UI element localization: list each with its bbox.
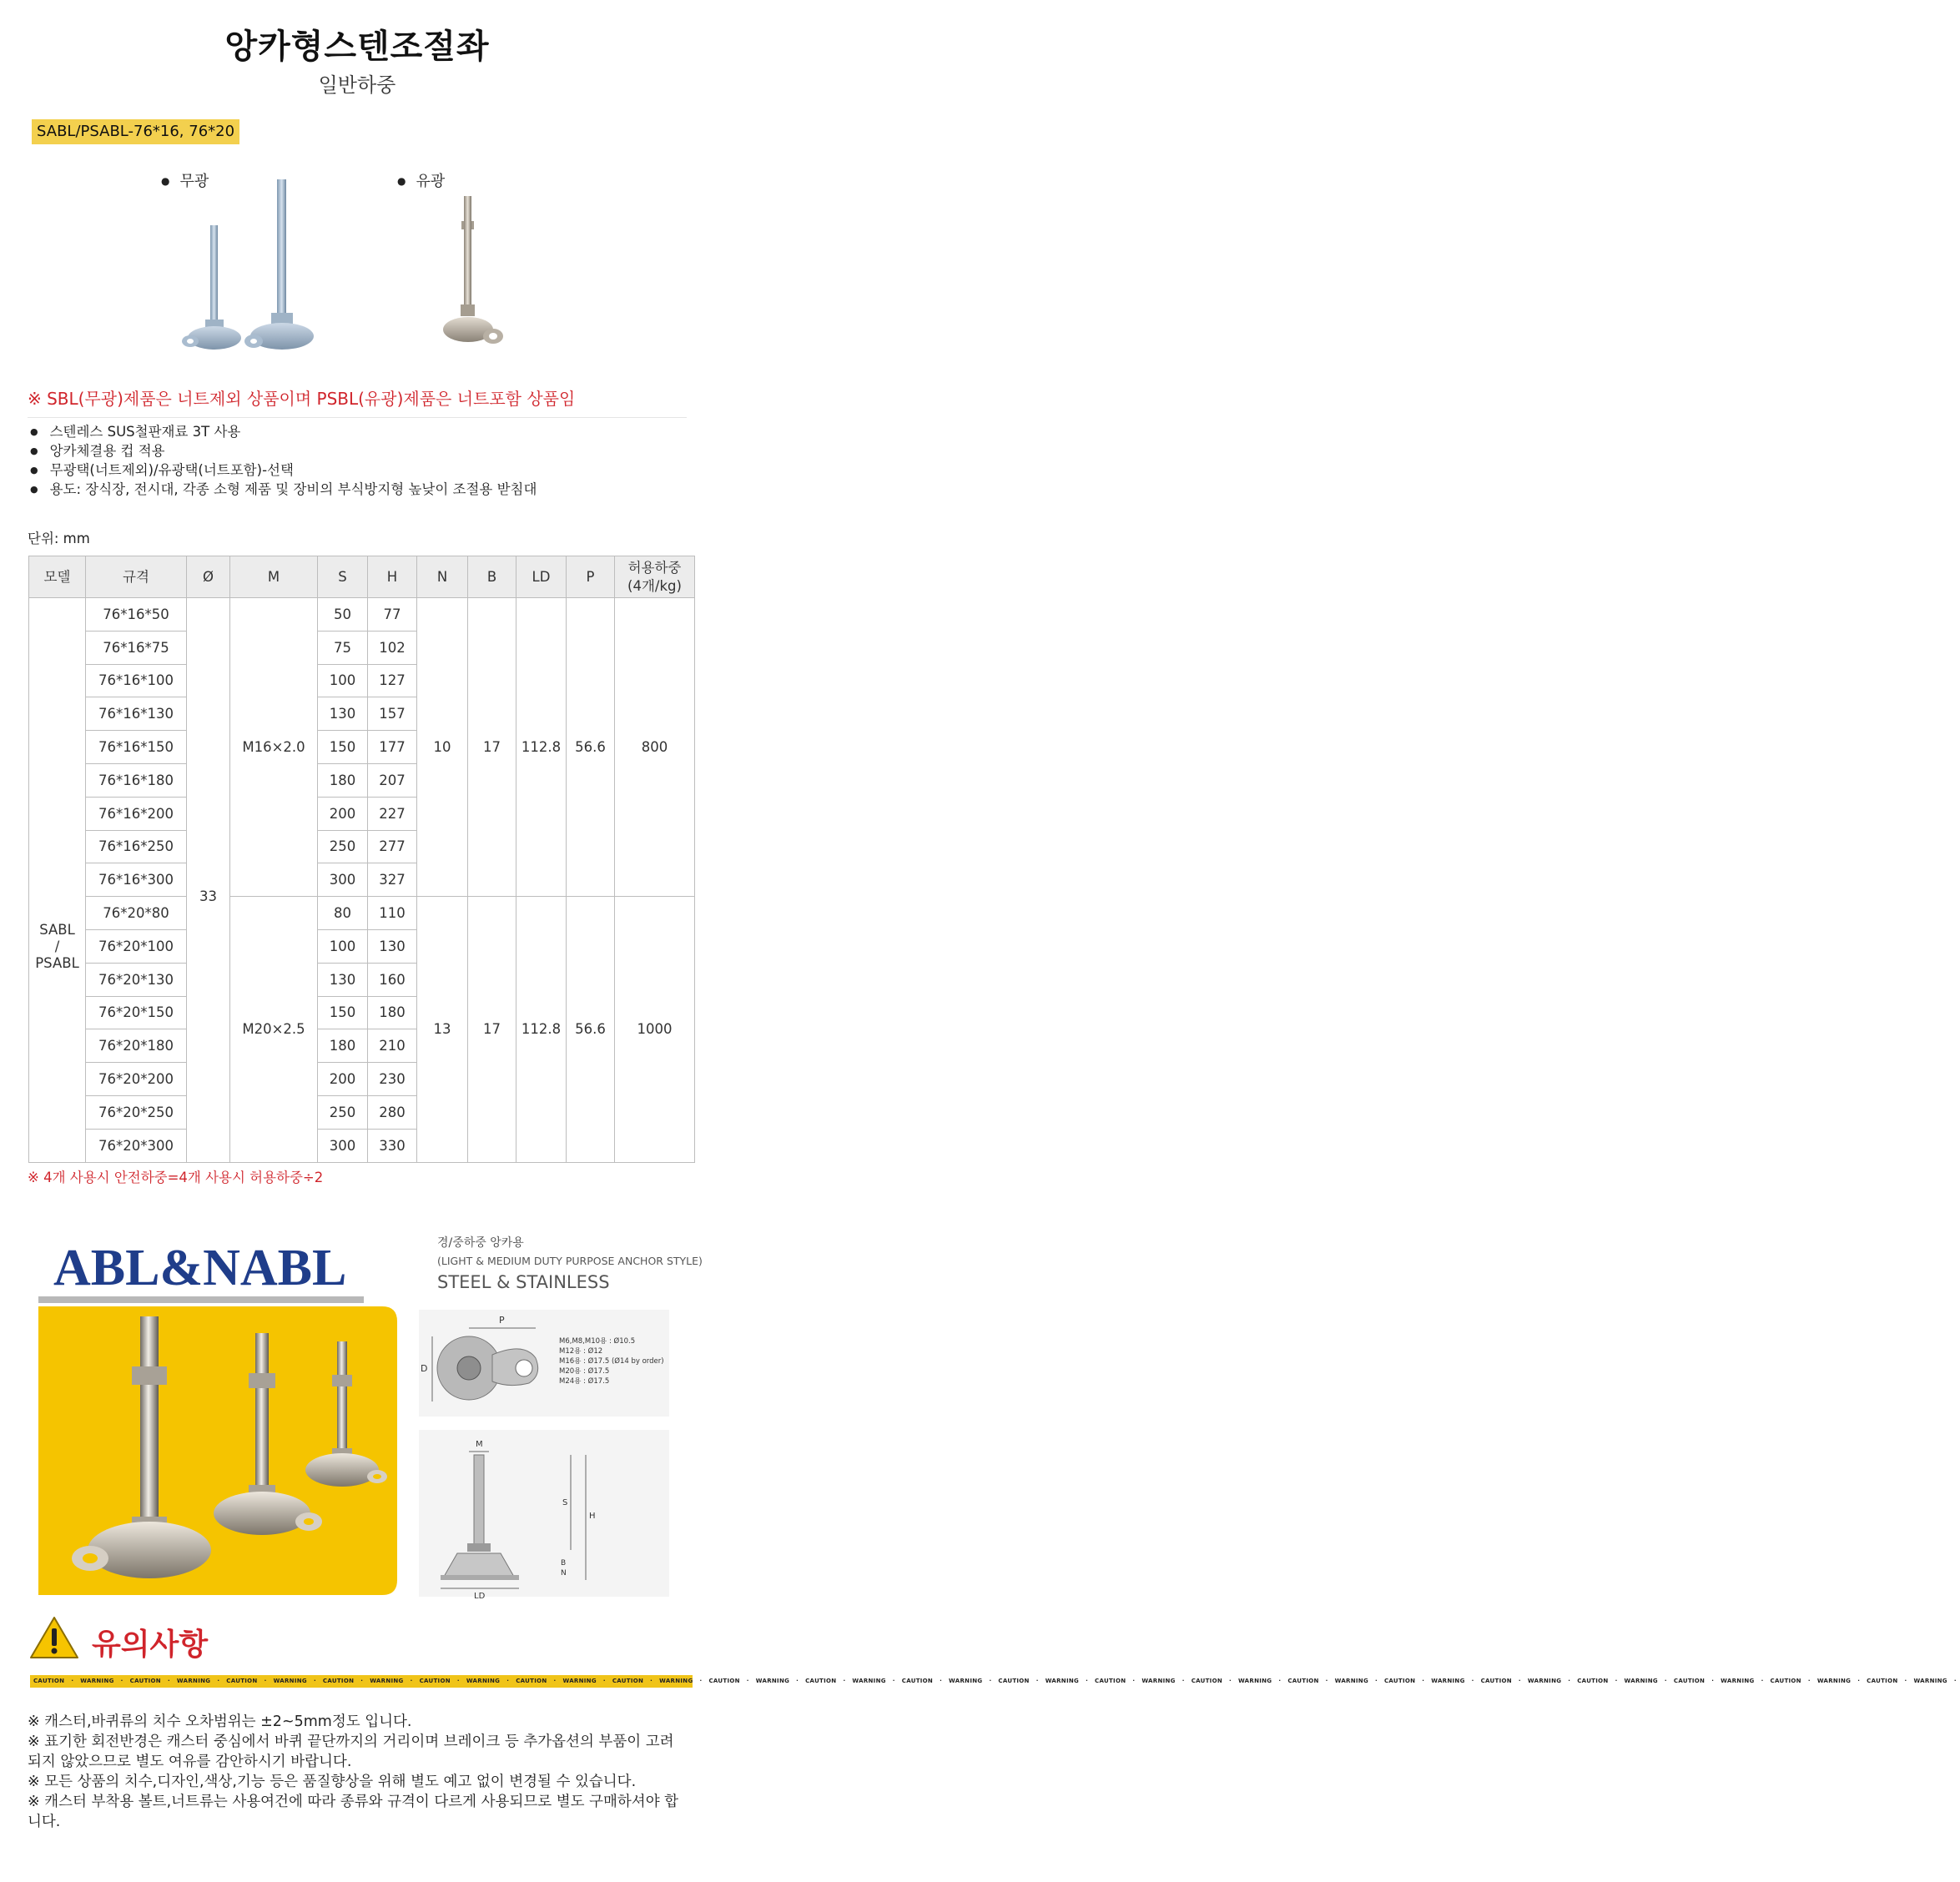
bolt-spec: M12용 : Ø12 [559,1347,603,1356]
spec-table [28,556,695,1163]
cell-h: 130 [368,929,417,963]
dim-n: N [561,1569,567,1578]
cell-spec: 76*16*200 [86,797,187,830]
caution-strip-word: CAUTION [1191,1678,1222,1684]
cell-spec: 76*16*50 [86,598,187,632]
caution-strip-separator: · [940,1678,943,1684]
cell-spec: 76*16*300 [86,863,187,897]
caution-strip-separator: · [1278,1678,1282,1684]
cell-n: 10 [417,598,468,897]
caution-strip-separator: · [313,1678,316,1684]
feature-item: ● 스텐레스 SUS철판재료 3T 사용 [30,422,537,441]
caution-strip-word: CAUTION [1095,1678,1126,1684]
header-s: S [318,556,368,598]
dim-p: P [499,1315,505,1326]
header-h: H [368,556,417,598]
cell-s: 130 [318,963,368,996]
caution-strip-separator: · [746,1678,749,1684]
caution-strip-separator: · [1904,1678,1907,1684]
safety-load-note: ※ 4개 사용시 안전하중=4개 사용시 허용하중÷2 [28,1170,324,1185]
caution-note: ※ 캐스터 부착용 볼트,너트류는 사용여건에 따라 종류와 규격이 다르게 사용되므로 별도 구매하셔야 합니다. [28,1794,679,1830]
caution-strip-separator: · [1761,1678,1764,1684]
caution-strip-word: CAUTION [1577,1678,1609,1684]
cell-model: SABL / PSABL [29,598,86,1163]
caution-notes [28,1712,687,1832]
catalog-image [32,1216,703,1607]
cell-h: 110 [368,897,417,930]
bolt-spec: M6,M8,M10용 : Ø10.5 [559,1337,636,1346]
cell-b: 17 [468,598,516,897]
caution-strip-separator: · [1807,1678,1811,1684]
caution-strip-separator: · [1953,1678,1957,1684]
cell-h: 280 [368,1095,417,1129]
cell-h: 277 [368,830,417,863]
cell-spec: 76*16*150 [86,731,187,764]
nut-notice: ※ SBL(무광)제품은 너트제외 상품이며 PSBL(유광)제품은 너트포함 상품임 [28,389,576,409]
cell-spec: 76*16*250 [86,830,187,863]
gloss-label: ● 유광 [397,169,445,191]
dim-d: D [421,1363,428,1374]
caution-strip-separator: · [410,1678,413,1684]
cell-spec: 76*20*300 [86,1129,187,1162]
header-spec: 규격 [86,556,187,598]
cell-s: 180 [318,763,368,797]
caution-strip-separator: · [456,1678,460,1684]
caution-strip-word: WARNING [273,1678,307,1684]
caution-strip-word: CAUTION [129,1678,161,1684]
caution-strip-word: WARNING [1334,1678,1368,1684]
caution-strip-separator: · [602,1678,606,1684]
caution-strip-word: WARNING [1816,1678,1852,1684]
feature-item: ● 용도: 장식장, 전시대, 각종 소형 제품 및 장비의 부식방지형 높낮이 조절용 받침대 [30,480,537,499]
caution-strip-separator: · [264,1678,267,1684]
caution-strip-separator: · [1035,1678,1039,1684]
cell-s: 50 [318,598,368,632]
cell-p: 56.6 [567,598,615,897]
caution-strip-separator: · [989,1678,992,1684]
cell-spec: 76*20*150 [86,996,187,1029]
bolt-spec: M24용 : Ø17.5 [559,1377,610,1386]
caution-title: 유의사항 [92,1628,209,1662]
cell-s: 300 [318,1129,368,1162]
caution-strip-word: WARNING [1431,1678,1465,1684]
cell-n: 13 [417,897,468,1162]
cell-h: 207 [368,763,417,797]
header-n: N [417,556,468,598]
catalog-brand: ABL&NABL [53,1240,347,1296]
cell-s: 100 [318,664,368,697]
catalog-en-subtitle: (LIGHT & MEDIUM DUTY PURPOSE ANCHOR STYLE) [437,1255,703,1267]
cell-h: 230 [368,1063,417,1096]
caution-strip-separator: · [1664,1678,1667,1684]
caution-strip-separator: · [1325,1678,1328,1684]
caution-strip-separator: · [699,1678,703,1684]
caution-strip-word: WARNING [466,1678,501,1684]
caution-strip-word: CAUTION [1383,1678,1416,1684]
caution-strip-word: CAUTION [901,1678,934,1684]
caution-strip-word: WARNING [852,1678,886,1684]
caution-strip-word: WARNING [562,1678,597,1684]
page-title: 앙카형스텐조절좌 [224,28,490,66]
cell-p: 56.6 [567,897,615,1162]
caution-strip-separator: · [120,1678,123,1684]
cell-s: 150 [318,731,368,764]
cell-s: 250 [318,830,368,863]
caution-strip-separator: · [217,1678,220,1684]
cell-h: 177 [368,731,417,764]
cell-spec: 76*20*250 [86,1095,187,1129]
cell-ld: 112.8 [516,598,567,897]
dim-b: B [561,1559,567,1567]
cell-h: 180 [368,996,417,1029]
cell-spec: 76*16*75 [86,631,187,664]
caution-strip-word: CAUTION [1673,1678,1706,1684]
matte-product-photo [175,179,342,363]
caution-strip-word: WARNING [1913,1678,1947,1684]
cell-m: M16×2.0 [230,598,318,897]
caution-strip-word: CAUTION [1867,1678,1898,1684]
caution-strip-word: CAUTION [998,1678,1030,1684]
caution-strip-word: CAUTION [708,1678,740,1684]
bolt-spec: M16용 : Ø17.5 (Ø14 by order) [559,1357,664,1366]
caution-strip-separator: · [843,1678,846,1684]
cell-h: 210 [368,1029,417,1063]
dim-h: H [589,1512,596,1521]
header-b: B [468,556,516,598]
unit-label: 단위: mm [28,531,90,546]
caution-strip-word: CAUTION [612,1678,644,1684]
cell-load: 800 [615,598,695,897]
caution-strip-word: WARNING [1141,1678,1176,1684]
caution-strip-word: CAUTION [516,1678,547,1684]
cell-spec: 76*16*100 [86,664,187,697]
caution-note: ※ 모든 상품의 치수,디자인,색상,기능 등은 품질향상을 위해 별도 예고 없이 변경될 수 있습니다. [28,1774,637,1790]
caution-strip-separator: · [650,1678,653,1684]
feature-item: ● 무광택(너트제외)/유광택(너트포함)-선택 [30,460,537,480]
caution-note: ※ 캐스터,바퀴류의 치수 오차범위는 ±2~5mm정도 입니다. [28,1713,412,1730]
table-header-row [29,556,695,598]
divider [28,417,687,418]
cell-load: 1000 [615,897,695,1162]
caution-strip-separator: · [892,1678,895,1684]
cell-s: 180 [318,1029,368,1063]
cell-h: 157 [368,697,417,731]
caution-strip-separator: · [1568,1678,1571,1684]
caution-strip-word: WARNING [370,1678,404,1684]
caution-strip-word: WARNING [80,1678,114,1684]
caution-strip-word: WARNING [659,1678,693,1684]
cell-h: 330 [368,1129,417,1162]
bolt-spec: M20용 : Ø17.5 [559,1367,610,1376]
cell-h: 102 [368,631,417,664]
caution-strip-separator: · [1422,1678,1425,1684]
caution-strip-separator: · [1132,1678,1136,1684]
cell-spec: 76*20*180 [86,1029,187,1063]
caution-strip-separator: · [360,1678,364,1684]
cell-m: M20×2.5 [230,897,318,1162]
caution-strip-word: CAUTION [419,1678,451,1684]
cell-s: 75 [318,631,368,664]
catalog-kr-subtitle: 경/중하중 앙카용 [437,1236,524,1250]
cell-spec: 76*20*200 [86,1063,187,1096]
caution-strip-word: CAUTION [805,1678,837,1684]
cell-h: 77 [368,598,417,632]
caution-strip-separator: · [796,1678,799,1684]
caution-strip-word: CAUTION [1287,1678,1319,1684]
cell-s: 200 [318,797,368,830]
dim-ld: LD [474,1592,486,1601]
caution-strip-word: CAUTION [1770,1678,1801,1684]
cell-s: 200 [318,1063,368,1096]
caution-strip-word: CAUTION [226,1678,258,1684]
model-tag: SABL/PSABL-76*16, 76*20 [32,119,239,144]
caution-strip-word: WARNING [1624,1678,1658,1684]
header-diameter: Ø [187,556,230,598]
caution-strip-word: WARNING [1721,1678,1755,1684]
caution-strip-separator: · [1471,1678,1474,1684]
caution-strip-separator: · [506,1678,510,1684]
cell-h: 127 [368,664,417,697]
caution-strip [30,1675,1957,1688]
header-m: M [230,556,318,598]
cell-b: 17 [468,897,516,1162]
cell-h: 160 [368,963,417,996]
cell-s: 100 [318,929,368,963]
caution-strip-word: CAUTION [1480,1678,1512,1684]
cell-spec: 76*20*80 [86,897,187,930]
caution-strip-word: CAUTION [322,1678,355,1684]
caution-strip-separator: · [1086,1678,1089,1684]
cell-s: 150 [318,996,368,1029]
caution-strip-word: WARNING [1527,1678,1562,1684]
cell-spec: 76*20*100 [86,929,187,963]
header-load: 허용하중 (4개/kg) [615,556,695,598]
header-model: 모델 [29,556,86,598]
cell-h: 227 [368,797,417,830]
cell-spec: 76*20*130 [86,963,187,996]
cell-spec: 76*16*180 [86,763,187,797]
cell-s: 250 [318,1095,368,1129]
caution-strip-separator: · [1229,1678,1232,1684]
table-row [29,897,695,930]
caution-strip-separator: · [71,1678,74,1684]
cell-s: 130 [318,697,368,731]
caution-strip-separator: · [553,1678,557,1684]
caution-note: ※ 표기한 회전반경은 캐스터 중심에서 바퀴 끝단까지의 거리이며 브레이크 등 추가옵션의 부품이 고려되지 않았으므로 별도 여유를 감안하시기 바랍니다. [28,1734,674,1770]
caution-strip-separator: · [1518,1678,1521,1684]
caution-strip-separator: · [1711,1678,1715,1684]
feature-item: ● 앙카체결용 컵 적용 [30,441,537,460]
cell-s: 300 [318,863,368,897]
cell-h: 327 [368,863,417,897]
caution-strip-word: CAUTION [33,1678,65,1684]
feature-list [30,422,537,499]
caution-strip-word: WARNING [1237,1678,1272,1684]
catalog-material: STEEL & STAINLESS [437,1272,610,1292]
warning-icon [28,1615,80,1660]
caution-strip-separator: · [1857,1678,1861,1684]
header-p: P [567,556,615,598]
caution-strip-word: WARNING [176,1678,211,1684]
table-row [29,598,695,632]
dim-s: S [562,1498,568,1507]
header-ld: LD [516,556,567,598]
caution-strip-separator: · [167,1678,170,1684]
caution-strip-word: WARNING [755,1678,790,1684]
cell-diameter: 33 [187,598,230,1163]
cell-ld: 112.8 [516,897,567,1162]
matte-label: ● 무광 [161,169,209,191]
caution-strip-word: WARNING [949,1678,983,1684]
gloss-product-photo [438,196,530,363]
cell-s: 80 [318,897,368,930]
caution-strip-separator: · [1615,1678,1618,1684]
page-subtitle: 일반하중 [318,73,396,97]
cell-spec: 76*16*130 [86,697,187,731]
caution-strip-separator: · [1375,1678,1378,1684]
caution-strip-separator: · [1182,1678,1185,1684]
dim-m: M [476,1440,483,1449]
caution-strip-word: WARNING [1045,1678,1080,1684]
